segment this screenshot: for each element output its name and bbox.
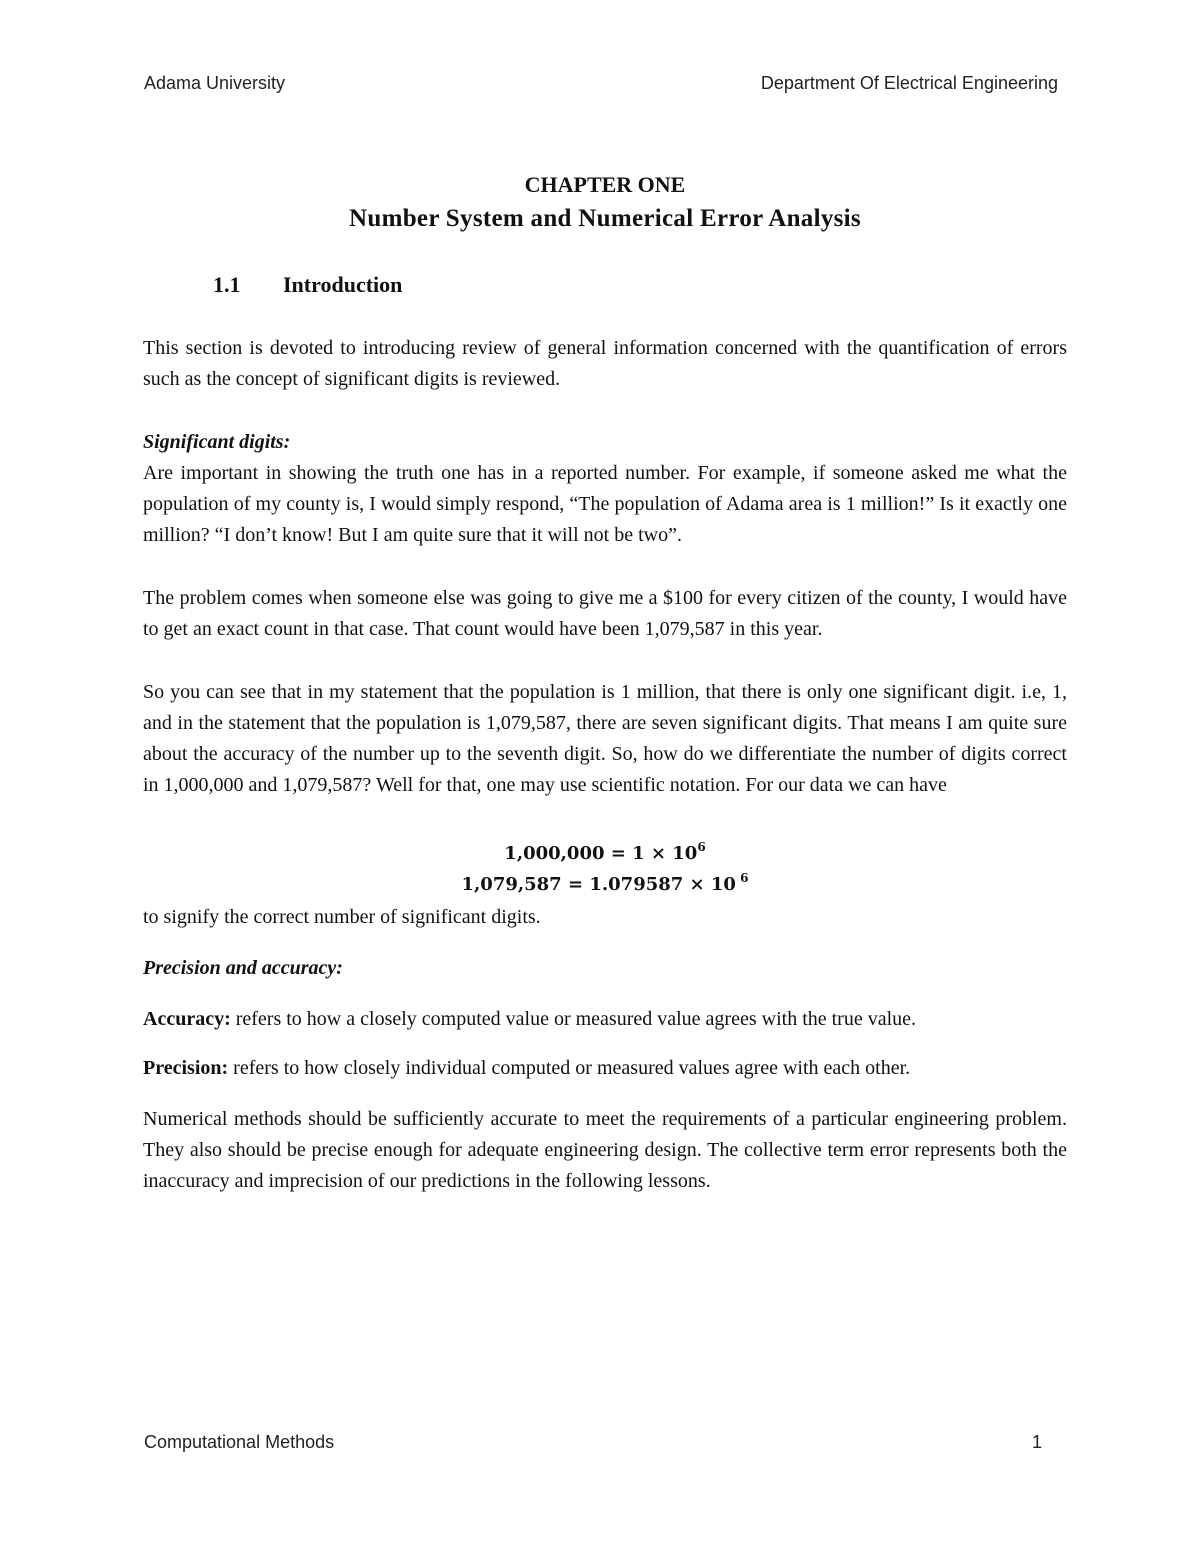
page-number: 1 [1031, 1432, 1042, 1452]
significant-paragraph-1: Are important in showing the truth one has in a reported number. For example, if someone asked me what the population of my county is, I would simply respond, “The population of Adama area is 1 million!” Is it exactly one million? “I don’t know! But I am quite sure that it will not be two”. [143, 462, 1067, 546]
significant-paragraph-2: The problem comes when someone else was going to give me a $100 for every citizen of the county, I would have to get an exact count in that case. That count would have been 1,079,587 in this year. [143, 587, 1067, 640]
equation-1 [143, 840, 1067, 864]
significant-heading-text: Significant digits: [143, 431, 291, 453]
footer-course: Computational Methods [144, 1432, 335, 1452]
header-department: Department Of Electrical Engineering [760, 73, 1058, 93]
equation-1-rhs: = 1 × 10 [610, 843, 698, 864]
accuracy-term: Accuracy: [143, 1008, 231, 1030]
significant-heading [143, 427, 1067, 458]
precision-definition [143, 1053, 1067, 1084]
significant-paragraph-4: to signify the correct number of significant digits. [143, 906, 541, 928]
intro-paragraph: This section is devoted to introducing review of general information concerned with the quantification of errors such as the concept of significant digits is reviewed. [143, 337, 1067, 390]
header-university: Adama University [144, 73, 286, 93]
significant-paragraph-3: So you can see that in my statement that the population is 1 million, that there is only one significant digit. i.e, 1, and in the statement that the population is 1,079,587, there are seven significant digits. That means I am quite sure about the accuracy of the number up to the seventh digit. So, how do we differentiate the number of digits correct in 1,000,000 and 1,079,587? Well for that, one may use scientific notation. For our data we can have [143, 681, 1067, 796]
section-title: Introduction [283, 272, 403, 297]
section-heading [213, 272, 402, 298]
closing-paragraph: Numerical methods should be sufficiently accurate to meet the requirements of a particular engineering problem. They also should be precise enough for adequate engineering design. The collective term error represents both the inaccuracy and imprecision of our predictions in the following lessons. [143, 1108, 1067, 1192]
equation-2-exponent: 6 [735, 871, 749, 885]
page-header [144, 73, 1058, 94]
equation-2-rhs: = 1.079587 × 10 [568, 874, 736, 895]
accuracy-definition [143, 1004, 1067, 1035]
equation-1-lhs: 1,000,000 [504, 843, 605, 864]
precision-heading-text: Precision and accuracy: [143, 957, 343, 979]
precision-text: refers to how closely individual computed or measured values agree with each other. [228, 1057, 911, 1079]
precision-term: Precision: [143, 1057, 229, 1079]
chapter-title: Number System and Numerical Error Analysis [349, 205, 861, 232]
equation-2 [143, 871, 1067, 895]
accuracy-text: refers to how a closely computed value or measured value agrees with the true value. [230, 1008, 917, 1030]
equation-2-lhs: 1,079,587 [461, 874, 562, 895]
section-number: 1.1 [213, 272, 241, 297]
precision-heading [143, 953, 1067, 984]
page-footer [144, 1432, 1058, 1453]
chapter-label: CHAPTER ONE [524, 172, 686, 197]
equation-1-exponent: 6 [697, 840, 706, 854]
